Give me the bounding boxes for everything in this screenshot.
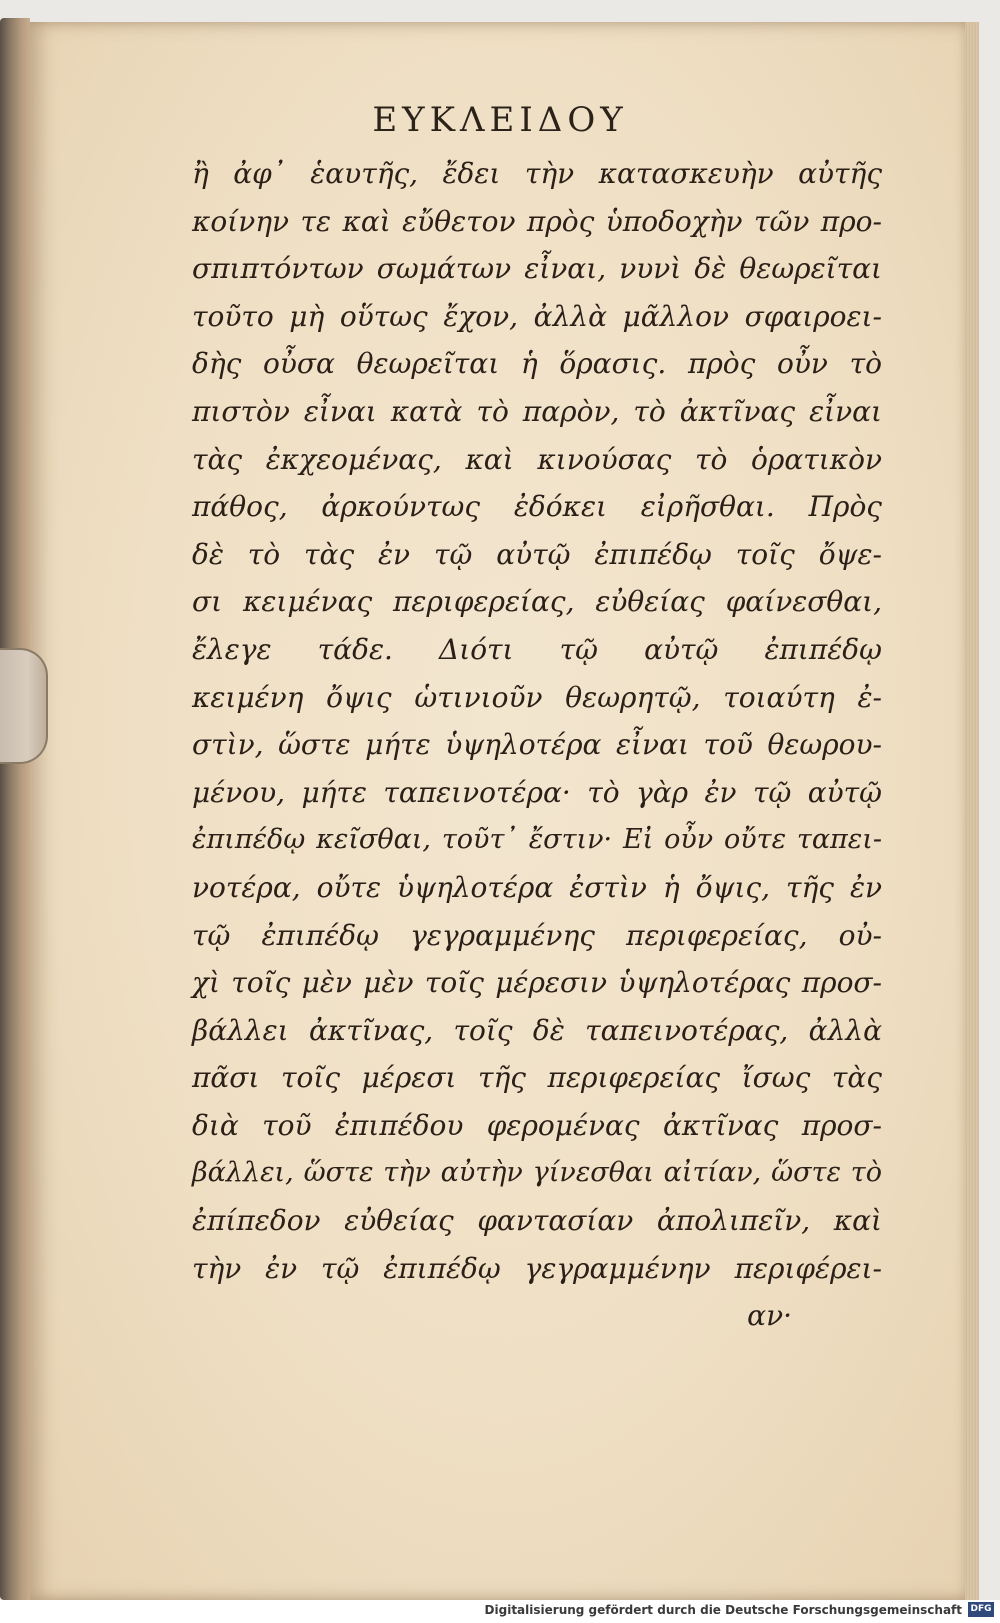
digitization-credit: Digitalisierung gefördert durch die Deutsche Forschungsgemeinschaft <box>484 1603 962 1617</box>
running-head: ΕΥΚΛΕΙΔΟΥ <box>372 100 628 140</box>
text-line: διὰ τοῦ ἐπιπέδου φερομένας ἀκτῖνας προσ- <box>192 1108 882 1142</box>
text-line: τὰς ἐκχεομένας, καὶ κινούσας τὸ ὁρατικὸν <box>192 442 882 476</box>
body-text <box>192 150 882 1340</box>
text-line: ἢ ἀφ᾽ ἑαυτῆς, ἔδει τὴν κατασκευὴν αὐτῆς <box>192 157 882 190</box>
text-line: χὶ τοῖς μὲν μὲν τοῖς μέρεσιν ὑψηλοτέρας προσ- <box>192 966 882 1000</box>
text-line: τοῦτο μὴ οὕτως ἔχον, ἀλλὰ μᾶλλον σφαιροει- <box>192 299 882 333</box>
text-line: πάθος, ἀρκούντως ἐδόκει εἰρῆσθαι. Πρὸς <box>192 490 882 524</box>
text-line: ἐπίπεδον εὐθείας φαντασίαν ἀπολιπεῖν, καὶ <box>192 1204 882 1238</box>
text-line: νοτέρα, οὔτε ὑψηλοτέρα ἐστὶν ἡ ὄψις, τῆς ἐν <box>192 870 882 904</box>
text-line: βάλλει, ὥστε τὴν αὐτὴν γίνεσθαι αἰτίαν, ὥστε τὸ <box>192 1157 882 1189</box>
text-line: τὴν ἐν τῷ ἐπιπέδῳ γεγραμμένην περιφέρει- <box>192 1251 882 1285</box>
text-line: βάλλει ἀκτῖνας, τοῖς δὲ ταπεινοτέρας, ἀλλὰ <box>192 1013 882 1047</box>
book-binding <box>0 18 30 1600</box>
text-line: σι κειμένας περιφερείας, εὐθείας φαίνεσθαι, <box>192 585 882 619</box>
text-line: δὲ τὸ τὰς ἐν τῷ αὐτῷ ἐπιπέδῳ τοῖς ὄψε- <box>192 537 882 571</box>
text-line: κοίνην τε καὶ εὔθετον πρὸς ὑποδοχὴν τῶν προ- <box>192 204 882 238</box>
text-line: σπιπτόντων σωμάτων εἶναι, νυνὶ δὲ θεωρεῖται <box>192 252 882 286</box>
text-line: τῷ ἐπιπέδῳ γεγραμμένης περιφερείας, οὐ- <box>192 918 882 952</box>
book-clasp <box>0 648 48 764</box>
text-line: πιστὸν εἶναι κατὰ τὸ παρὸν, τὸ ἀκτῖνας εἶναι <box>192 394 882 428</box>
text-line: κειμένη ὄψις ὡτινιοῦν θεωρητῷ, τοιαύτη ἐ- <box>192 680 882 714</box>
text-line: στὶν, ὥστε μήτε ὑψηλοτέρα εἶναι τοῦ θεωρου- <box>192 728 882 762</box>
dfg-logo: DFG <box>968 1602 994 1617</box>
text-line: αν· <box>747 1299 792 1333</box>
page-edge <box>965 22 979 1600</box>
text-line: μένου, μήτε ταπεινοτέρα· τὸ γὰρ ἐν τῷ αὐτῷ <box>192 775 882 809</box>
text-line: ἔλεγε τάδε. Διότι τῷ αὐτῷ ἐπιπέδῳ <box>192 632 882 666</box>
text-line: ἐπιπέδῳ κεῖσθαι, τοῦτ᾽ ἔστιν· Εἰ οὖν οὔτε ταπει- <box>192 824 882 856</box>
text-line: δὴς οὖσα θεωρεῖται ἡ ὅρασις. πρὸς οὖν τὸ <box>192 347 882 381</box>
text-line: πᾶσι τοῖς μέρεσι τῆς περιφερείας ἴσως τὰς <box>192 1061 882 1095</box>
